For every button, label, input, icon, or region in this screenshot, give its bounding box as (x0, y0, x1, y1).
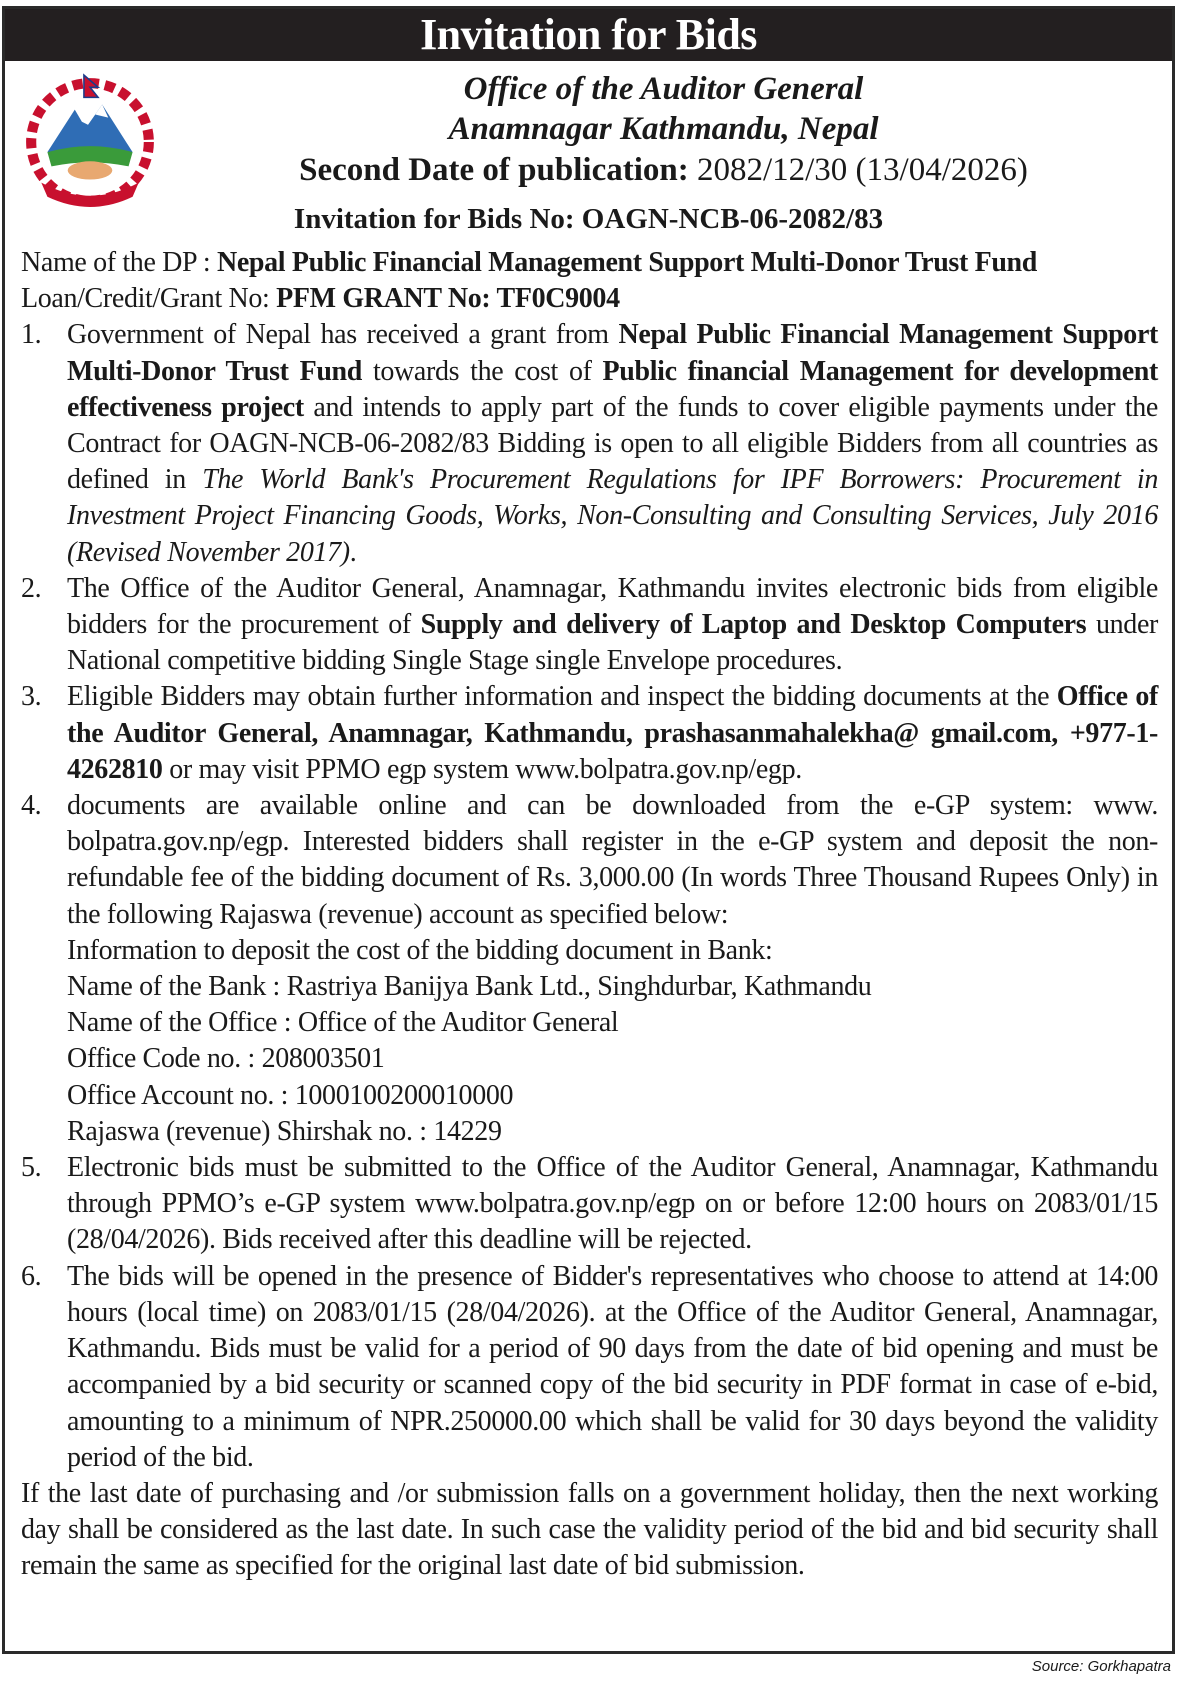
item-text: Electronic bids must be submitted to the Office of the Auditor General, Anamnagar, Kathmandu through PPMO’s e-GP system www.bolpatra.gov.np/egp on or before 12:00 hours on 2083/01/15 (28/04/2026). Bids received after this deadline will be rejected. (67, 1152, 1158, 1256)
footer-note: If the last date of purchasing and /or submission falls on a government holiday, then the next working day shall be considered as the last date. In such case the validity period of the bid and bid security shall remain the same as specified for the original last date of bid submission. (21, 1477, 1158, 1582)
item-number: 6. (21, 1260, 42, 1292)
publication-date (155, 149, 1172, 191)
item-text: Eligible Bidders may obtain further information and inspect the bidding documents at the Office of the Auditor General, Anamnagar, Kathmandu, prashasanmahalekha@ gmail.com, +977-1-4262810 or may visit PPMO egp system www.bolpatra.gov.np/egp. (67, 681, 1158, 785)
loan-label: Loan/Credit/Grant No: (21, 283, 277, 315)
notice-frame (2, 6, 1175, 1654)
dp-value: Nepal Public Financial Management Support Multi-Donor Trust Fund (216, 247, 1038, 278)
item-text: The bids will be opened in the presence of Bidder's representatives who choose to attend at 14:00 hours (local time) on 2083/01/15 (28/04/2026). at the Office of the Auditor General, Anamnagar, Kathmandu. Bids must be valid for a period of 90 days from the date of bid opening and must be accompanied by a bid security or scanned copy of the bid security in PDF format in case of e-bid, amounting to a minimum of NPR.250000.00 which shall be valid for 30 days beyond the validity period of the bid. (67, 1260, 1158, 1473)
publication-value: 2082/12/30 (13/04/2026) (696, 152, 1028, 188)
bank-info-line: Information to deposit the cost of the bidding document in Bank: (67, 934, 773, 966)
list-item (21, 788, 1158, 1150)
bank-info-line: Rajaswa (revenue) Shirshak no. : 14229 (67, 1115, 502, 1147)
notice-header (155, 69, 1172, 191)
list-item (21, 1259, 1158, 1476)
item-text: documents are available online and can be downloaded from the e-GP system: www. bolpatra.gov.np/egp. Interested bidders shall register in the e-GP system and deposit the non-refundable fee of the bidding document of Rs. 3,000.00 (In words Three Thousand Rupees Only) in the following Rajaswa (revenue) account as specified below: Information to deposit the cost of the bidding document in Bank: Name of the Bank : Rastriya Banijya Bank Ltd., Singhdurbar, Kathmandu Name of the Office : Office of the Auditor General Office Code no. : 208003501 Office Account no. : 1000100200010000 Rajaswa (revenue) Shirshak no. : 14229 (67, 788, 1158, 1150)
bank-info-line: Office Code no. : 208003501 (67, 1043, 385, 1075)
nepal-emblem-icon (19, 69, 161, 211)
list-item (21, 679, 1158, 788)
list-item (21, 317, 1158, 570)
bank-info-line: Name of the Bank : Rastriya Banijya Bank Ltd., Singhdurbar, Kathmandu (67, 971, 872, 1003)
item-number: 1. (21, 319, 42, 351)
dp-label: Name of the DP : (21, 247, 217, 278)
item-text: Government of Nepal has received a grant from Nepal Public Financial Management Support Multi-Donor Trust Fund towards the cost of Public financial Management for development effectiveness project and intends to apply part of the funds to cover eligible payments under the Contract for OAGN-NCB-06-2082/83 Bidding is open to all eligible Bidders from all countries as defined in The World Bank's Procurement Regulations for IPF Borrowers: Procurement in Investment Project Financing Goods, Works, Non-Consulting and Consulting Services, July 2016 (Revised November 2017). (67, 319, 1159, 568)
source-credit: Source: Gorkhapatra (1031, 1658, 1171, 1675)
bank-info-line: Office Account no. : 1000100200010000 (67, 1079, 514, 1111)
item-text: The Office of the Auditor General, Anamnagar, Kathmandu invites electronic bids from eligible bidders for the procurement of Supply and delivery of Laptop and Desktop Computers under National competitive bidding Single Stage single Envelope procedures. (67, 572, 1159, 677)
notice-body (21, 245, 1158, 1585)
loan-value: PFM GRANT No: TF0C9004 (276, 283, 620, 315)
office-name: Office of the Auditor General (463, 71, 864, 107)
notice-title: Invitation for Bids (5, 9, 1172, 61)
list-item (21, 571, 1158, 680)
item-number: 4. (21, 790, 42, 822)
list-item (21, 1150, 1158, 1259)
loan-line (21, 281, 1158, 317)
item-number: 3. (21, 681, 42, 713)
bank-info-line: Name of the Office : Office of the Auditor General (67, 1007, 619, 1039)
ifb-number: Invitation for Bids No: OAGN-NCB-06-2082/83 (293, 203, 884, 235)
item-number: 5. (21, 1152, 42, 1184)
office-address: Anamnagar Kathmandu, Nepal (448, 111, 879, 147)
publication-label: Second Date of publication: (299, 152, 689, 188)
item-number: 2. (21, 572, 42, 604)
dp-line (21, 245, 1158, 281)
